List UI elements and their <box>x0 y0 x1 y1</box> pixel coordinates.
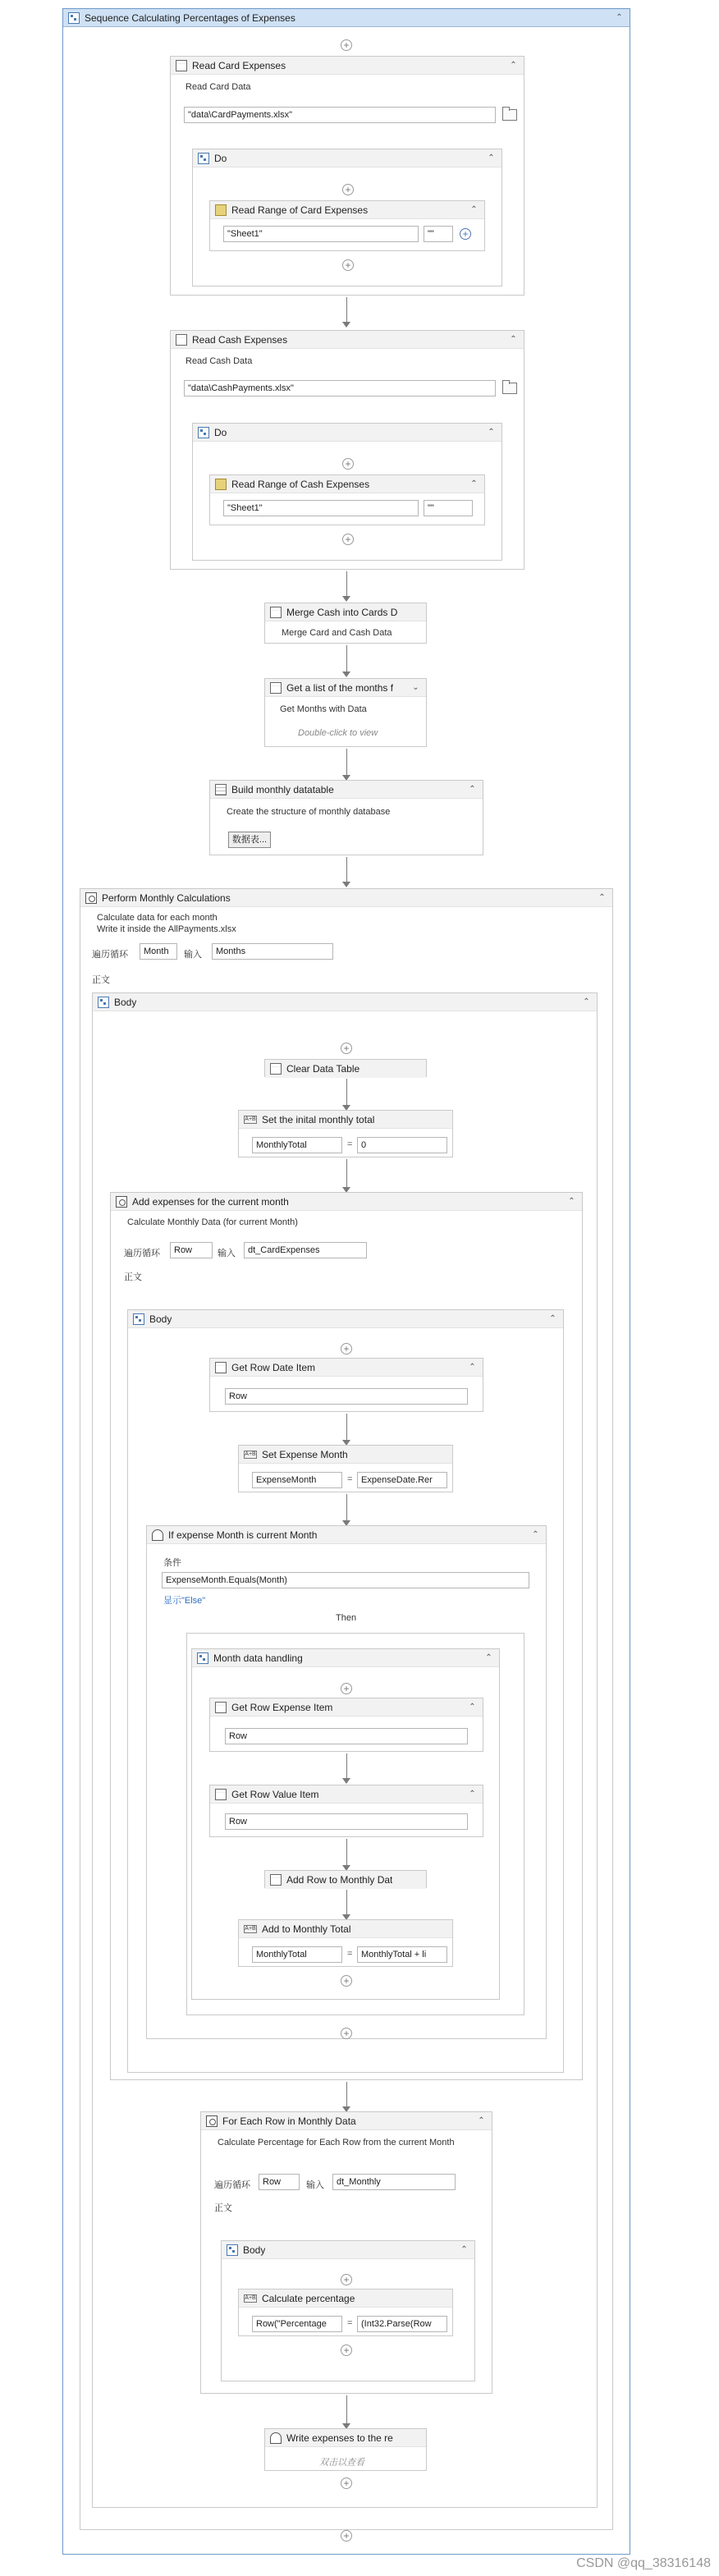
watermark: CSDN @qq_38316148 <box>576 2556 711 2570</box>
add-row-icon <box>270 1874 282 1886</box>
card-do-sequence[interactable] <box>192 149 502 286</box>
add-activity-plus[interactable]: + <box>341 2345 352 2356</box>
collapse-icon[interactable]: ⌃ <box>470 205 478 214</box>
merge-subtitle: Merge Card and Cash Data <box>282 628 392 638</box>
cash-path-input[interactable]: "data\CashPayments.xlsx" <box>184 380 496 396</box>
sequence-icon <box>198 427 209 438</box>
calc-pct-value[interactable]: (Int32.Parse(Row <box>357 2316 447 2332</box>
foreach-collection-input[interactable]: dt_Monthly <box>332 2174 456 2190</box>
build-subtitle: Create the structure of monthly database <box>227 807 391 817</box>
read-range-cash-header[interactable] <box>210 475 484 493</box>
body-header[interactable] <box>222 2241 474 2259</box>
condition-input[interactable]: ExpenseMonth.Equals(Month) <box>162 1572 529 1588</box>
row-value-header[interactable] <box>210 1785 483 1804</box>
read-card-title: Read Card Expenses <box>192 59 286 71</box>
folder-icon[interactable] <box>502 383 517 394</box>
add-activity-plus[interactable]: + <box>342 458 354 470</box>
get-row-icon <box>215 1789 227 1800</box>
if-title: If expense Month is current Month <box>168 1529 318 1541</box>
connector-line <box>346 645 347 673</box>
merge-title: Merge Cash into Cards D <box>286 606 398 618</box>
read-range-cash[interactable] <box>209 474 485 525</box>
build-table-icon <box>215 784 227 795</box>
init-total-value[interactable]: 0 <box>357 1137 447 1153</box>
foreach-label: 遍历循环 <box>92 950 128 960</box>
connector-arrow <box>342 596 350 602</box>
connector-line <box>346 857 347 883</box>
set-month-title: Set Expense Month <box>262 1448 348 1460</box>
row-expense-input[interactable]: Row <box>225 1728 468 1744</box>
foreach-item-input[interactable]: Row <box>259 2174 300 2190</box>
get-row-icon <box>215 1362 227 1373</box>
condition-label: 条件 <box>163 1558 181 1568</box>
row-date-header[interactable] <box>210 1359 483 1377</box>
foreach-icon <box>116 1196 127 1208</box>
in-label: 输入 <box>184 950 202 960</box>
add-activity-plus[interactable]: + <box>342 534 354 545</box>
read-range-card-header[interactable] <box>210 201 484 219</box>
card-do-title: Do <box>214 152 227 164</box>
collapse-icon[interactable]: ⌃ <box>488 428 495 437</box>
sequence-icon <box>133 1313 144 1325</box>
read-card-subtitle: Read Card Data <box>185 82 251 92</box>
assign-icon: A+B <box>245 1451 256 1457</box>
add-expenses-header[interactable] <box>111 1193 582 1211</box>
get-months-header[interactable] <box>265 679 426 697</box>
add-activity-plus[interactable]: + <box>341 2530 352 2542</box>
row-value-input[interactable]: Row <box>225 1813 468 1830</box>
add-row-activity[interactable] <box>264 1870 427 1888</box>
card-do-header[interactable] <box>193 149 501 167</box>
collapse-icon[interactable]: ⌃ <box>488 154 495 163</box>
in-label: 输入 <box>306 2180 324 2190</box>
init-total-title: Set the inital monthly total <box>262 1113 375 1125</box>
body-header[interactable] <box>93 993 597 1011</box>
add-activity-plus[interactable]: + <box>341 2274 352 2285</box>
body-title: Body <box>243 2244 266 2256</box>
cash-do-title: Do <box>214 426 227 438</box>
equals-sign: = <box>347 1949 353 1959</box>
collapse-icon[interactable]: ⌃ <box>469 1363 476 1372</box>
add-total-value[interactable]: MonthlyTotal + li <box>357 1946 447 1963</box>
datatable-button[interactable]: 数据表... <box>228 832 271 848</box>
cash-do-sequence[interactable] <box>192 423 502 561</box>
double-click-hint: 双击以查看 <box>319 2458 364 2468</box>
build-title: Build monthly datatable <box>231 783 334 795</box>
calc-pct-assign[interactable] <box>238 2289 453 2336</box>
chevron-down-icon[interactable]: ⌄ <box>412 683 419 692</box>
row-expense-item[interactable] <box>209 1698 483 1752</box>
add-activity-plus[interactable]: + <box>342 184 354 195</box>
collapse-icon[interactable]: ⌃ <box>470 479 478 488</box>
each-row-title: For Each Row in Monthly Data <box>222 2115 356 2127</box>
add-activity-plus[interactable]: + <box>341 1043 352 1054</box>
connector-line <box>346 1753 347 1780</box>
set-month-header[interactable] <box>239 1446 452 1464</box>
folder-icon[interactable] <box>502 109 517 121</box>
connector-line <box>346 1494 347 1522</box>
row-date-input[interactable]: Row <box>225 1388 468 1405</box>
set-expense-month[interactable] <box>238 1445 453 1492</box>
collapse-icon[interactable]: ⌃ <box>469 1703 476 1712</box>
perform-header[interactable] <box>80 889 612 907</box>
collapse-icon[interactable]: ⌃ <box>532 1530 539 1539</box>
collapse-icon[interactable]: ⌃ <box>478 2116 485 2125</box>
row-expense-title: Get Row Expense Item <box>231 1701 333 1713</box>
connector-arrow <box>342 322 350 328</box>
add-row-header[interactable] <box>265 1871 426 1889</box>
write-header[interactable] <box>265 2429 426 2447</box>
init-total-header[interactable] <box>239 1111 452 1129</box>
get-months-title: Get a list of the months f <box>286 681 394 694</box>
foreach-icon <box>85 892 97 904</box>
connector-line <box>346 297 347 323</box>
read-card-header[interactable] <box>171 57 524 75</box>
month-handling-header[interactable] <box>192 1649 499 1667</box>
datatable-icon <box>270 682 282 694</box>
read-range-cash-title: Read Range of Cash Expenses <box>231 478 370 490</box>
foreach-collection-input[interactable]: Months <box>212 943 333 960</box>
show-else-link[interactable]: 显示"Else" <box>163 1596 206 1606</box>
sequence-icon <box>98 997 109 1008</box>
read-range-card-title: Read Range of Card Expenses <box>231 204 369 216</box>
connector-arrow <box>342 1778 350 1784</box>
collapse-icon[interactable]: ⌃ <box>485 1653 492 1662</box>
add-activity-plus[interactable]: + <box>341 1975 352 1987</box>
collapse-icon[interactable]: ⌃ <box>598 893 606 902</box>
connector-line <box>346 1159 347 1189</box>
excel-icon <box>215 479 227 490</box>
set-month-value[interactable]: ExpenseDate.Rer <box>357 1472 447 1488</box>
connector-line <box>346 1414 347 1442</box>
each-row-subtitle: Calculate Percentage for Each Row from the current Month <box>218 2138 455 2147</box>
add-activity-plus[interactable]: + <box>341 1343 352 1354</box>
body-label: 正文 <box>214 2203 232 2213</box>
add-activity-plus[interactable]: + <box>341 2028 352 2039</box>
read-card-expenses[interactable] <box>170 56 524 296</box>
assign-icon: A+B <box>245 1925 256 1932</box>
add-activity-plus[interactable]: + <box>341 1683 352 1694</box>
build-header[interactable] <box>210 781 483 799</box>
clear-header[interactable] <box>265 1060 426 1078</box>
excel-scope-icon <box>176 60 187 71</box>
foreach-item-input[interactable]: Month <box>140 943 177 960</box>
collapse-icon[interactable]: ⌃ <box>469 785 476 794</box>
equals-sign: = <box>347 1139 353 1149</box>
get-months-subtitle: Get Months with Data <box>280 704 367 714</box>
connector-line <box>346 2395 347 2425</box>
sequence-icon <box>227 2244 238 2256</box>
each-row-header[interactable] <box>201 2112 492 2130</box>
add-total-to[interactable]: MonthlyTotal <box>252 1946 342 1963</box>
init-total-to[interactable]: MonthlyTotal <box>252 1137 342 1153</box>
calc-pct-title: Calculate percentage <box>262 2292 355 2304</box>
sequence-icon <box>198 153 209 164</box>
double-click-hint: Double-click to view <box>298 728 378 738</box>
then-label: Then <box>336 1613 357 1623</box>
merge-header[interactable] <box>265 603 426 621</box>
body-header[interactable] <box>128 1310 563 1328</box>
get-row-icon <box>215 1702 227 1713</box>
add-range-icon[interactable]: + <box>460 228 471 240</box>
connector-arrow <box>342 672 350 677</box>
sequence-icon <box>68 12 80 24</box>
equals-sign: = <box>347 2318 353 2328</box>
card-sheet-input[interactable]: "Sheet1" <box>223 226 419 242</box>
root-sequence-title: Sequence Calculating Percentages of Expenses <box>85 11 295 24</box>
add-expenses-title: Add expenses for the current month <box>132 1195 289 1208</box>
add-activity-plus[interactable]: + <box>341 2477 352 2489</box>
connector-arrow <box>342 882 350 887</box>
add-activity-plus[interactable]: + <box>341 39 352 51</box>
get-months-activity[interactable] <box>264 678 427 747</box>
calc-pct-header[interactable] <box>239 2290 452 2308</box>
collapse-icon[interactable]: ⌃ <box>469 1790 476 1799</box>
excel-icon <box>215 204 227 216</box>
write-title: Write expenses to the re <box>286 2432 393 2444</box>
collapse-icon[interactable]: ⌃ <box>616 13 623 22</box>
body-label: 正文 <box>92 975 110 985</box>
read-cash-title: Read Cash Expenses <box>192 333 288 346</box>
excel-scope-icon <box>176 334 187 346</box>
card-path-input[interactable]: "data\CardPayments.xlsx" <box>184 107 496 123</box>
cash-sheet-input[interactable]: "Sheet1" <box>223 500 419 516</box>
write-expenses[interactable] <box>264 2428 427 2471</box>
foreach-label: 遍历循环 <box>214 2180 250 2190</box>
root-sequence-header[interactable] <box>63 9 630 27</box>
clear-title: Clear Data Table <box>286 1063 360 1075</box>
row-expense-header[interactable] <box>210 1698 483 1717</box>
collapse-icon[interactable]: ⌃ <box>510 335 517 344</box>
merge-activity[interactable] <box>264 603 427 644</box>
body-title: Body <box>149 1313 172 1325</box>
read-cash-subtitle: Read Cash Data <box>185 356 253 366</box>
if-icon <box>152 1529 163 1541</box>
collapse-icon[interactable]: ⌃ <box>510 61 517 70</box>
read-range-card[interactable] <box>209 200 485 251</box>
add-total-assign[interactable] <box>238 1919 453 1967</box>
connector-line <box>346 749 347 777</box>
sequence-icon <box>197 1652 208 1664</box>
perform-desc-1: Calculate data for each month <box>97 913 218 923</box>
row-value-title: Get Row Value Item <box>231 1788 319 1800</box>
read-cash-expenses[interactable] <box>170 330 524 570</box>
clear-data-table[interactable] <box>264 1059 427 1077</box>
collapse-icon[interactable]: ⌃ <box>583 997 590 1006</box>
cash-do-header[interactable] <box>193 424 501 442</box>
assign-icon: A+B <box>245 1116 256 1122</box>
read-cash-header[interactable] <box>171 331 524 349</box>
connector-line <box>346 1079 347 1107</box>
connector-line <box>346 2082 347 2108</box>
calc-pct-to[interactable]: Row("Percentage <box>252 2316 342 2332</box>
set-month-to[interactable]: ExpenseMonth <box>252 1472 342 1488</box>
month-handling-title: Month data handling <box>213 1652 303 1664</box>
connector-line <box>346 571 347 598</box>
collapse-icon[interactable]: ⌃ <box>549 1314 556 1323</box>
build-datatable[interactable] <box>209 780 483 855</box>
perform-desc-2: Write it inside the AllPayments.xlsx <box>97 924 236 934</box>
merge-icon <box>270 607 282 618</box>
in-label: 输入 <box>218 1249 236 1258</box>
foreach-icon <box>206 2115 218 2127</box>
body-label: 正文 <box>124 1272 142 1282</box>
body-title: Body <box>114 996 137 1008</box>
assign-icon: A+B <box>245 2294 256 2301</box>
equals-sign: = <box>347 1474 353 1484</box>
collapse-icon[interactable]: ⌃ <box>460 2245 468 2254</box>
init-total-assign[interactable] <box>238 1110 453 1157</box>
foreach-collection-input[interactable]: dt_CardExpenses <box>244 1242 367 1258</box>
row-date-title: Get Row Date Item <box>231 1361 316 1373</box>
add-total-header[interactable] <box>239 1920 452 1938</box>
connector-line <box>346 1839 347 1867</box>
clear-table-icon <box>270 1063 282 1075</box>
perform-title: Perform Monthly Calculations <box>102 892 231 904</box>
cash-range-input[interactable]: "" <box>424 500 473 516</box>
foreach-item-input[interactable]: Row <box>170 1242 213 1258</box>
add-row-title: Add Row to Monthly Dat <box>286 1874 393 1886</box>
add-activity-plus[interactable]: + <box>342 259 354 271</box>
add-expenses-subtitle: Calculate Monthly Data (for current Month) <box>127 1217 298 1227</box>
row-value-item[interactable] <box>209 1785 483 1837</box>
if-header[interactable] <box>147 1526 546 1544</box>
card-range-input[interactable]: "" <box>424 226 453 242</box>
row-date-item[interactable] <box>209 1358 483 1412</box>
connector-line <box>346 1890 347 1916</box>
add-total-title: Add to Monthly Total <box>262 1923 351 1935</box>
excel-write-icon <box>270 2432 282 2444</box>
foreach-label: 遍历循环 <box>124 1249 160 1258</box>
collapse-icon[interactable]: ⌃ <box>568 1197 575 1206</box>
